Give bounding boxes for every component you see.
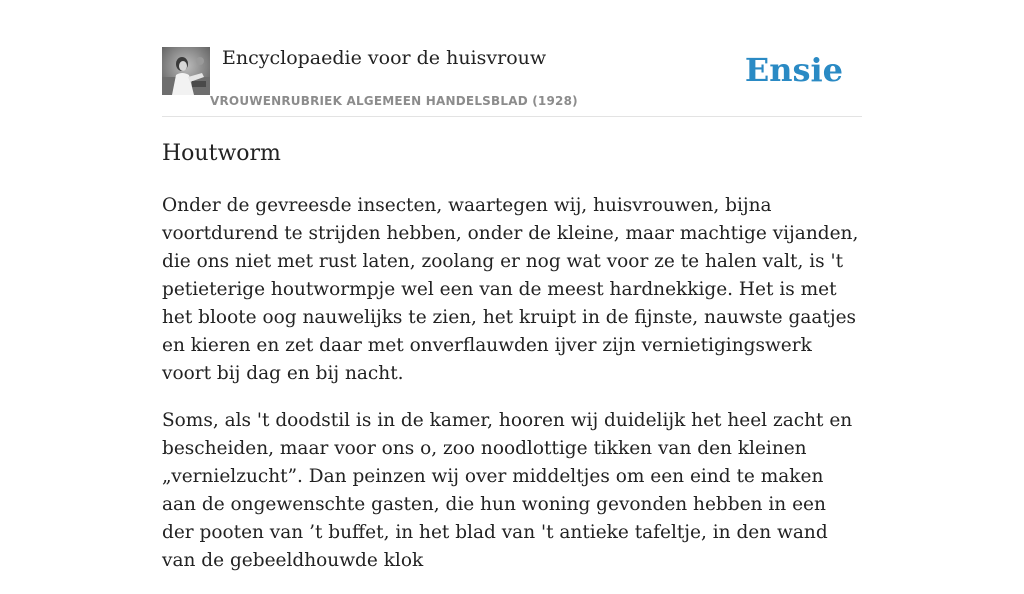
brand-logo-link[interactable]: Ensie (744, 51, 843, 89)
article-title: Houtworm (162, 141, 281, 166)
site-title[interactable]: Encyclopaedie voor de huisvrouw (222, 47, 547, 69)
avatar[interactable] (162, 47, 210, 95)
author-photo-icon (162, 47, 210, 95)
article-body (162, 192, 862, 594)
article-paragraph: Onder de gevreesde insecten, waartegen wij, huisvrouwen, bijna voortdurend te strijden hebben, onder de kleine, maar machtige vijanden, die ons niet met rust laten, zoolang er nog wat voor ze te halen valt, is 't petieterige houtwormpje wel een van de meest hardnekkige. Het is met het bloote oog nauwelijks te zien, het kruipt in de fijnste, nauwste gaatjes en kieren en zet daar met onverflauwden ijver zijn vernietigingswerk voort bij dag en bij nacht. (162, 195, 859, 384)
article-paragraph: Soms, als 't doodstil is in de kamer, hooren wij duidelijk het heel zacht en bescheiden, maar voor ons o, zoo noodlottige tikken van den kleinen „vernielzucht”. Dan peinzen wij over middeltjes om een eind te maken aan de ongewenschte gasten, die hun woning gevonden hebben in een der pooten van ’t buffet, in het blad van 't antieke tafeltje, in den wand van de gebeeldhouwde klok (162, 410, 853, 571)
site-subtitle: VROUWENRUBRIEK ALGEMEEN HANDELSBLAD (1928) (210, 94, 578, 108)
site-header (162, 46, 862, 117)
